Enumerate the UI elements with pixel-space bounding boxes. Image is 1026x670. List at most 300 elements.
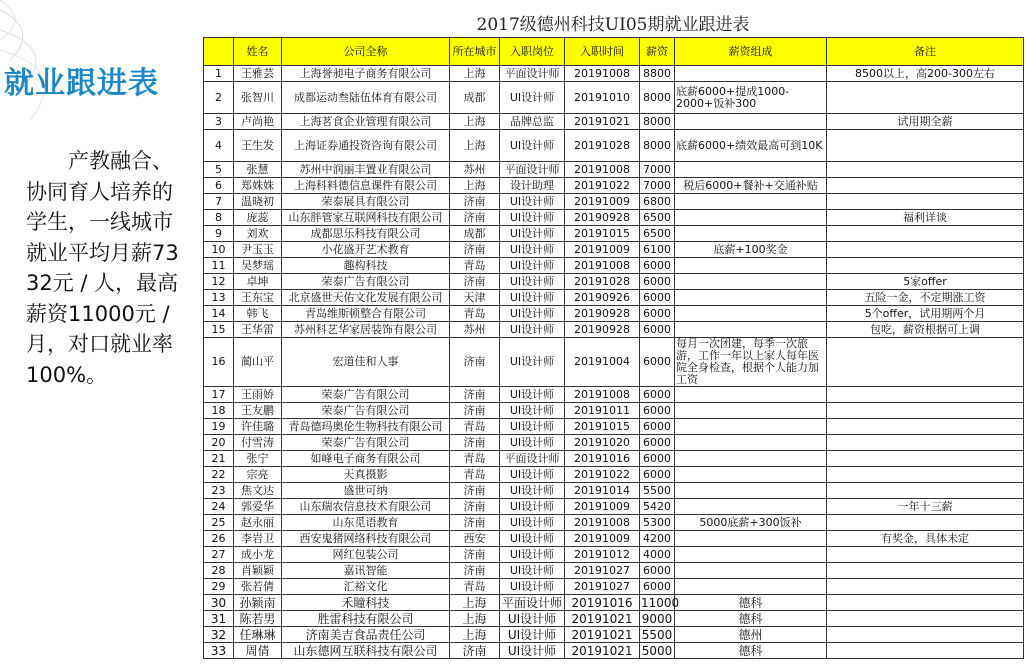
table-cell (827, 435, 1024, 451)
table-cell (675, 403, 827, 419)
table-cell: 济南 (450, 515, 500, 531)
table-cell: 苏州 (450, 322, 500, 338)
table-cell: 4 (204, 130, 234, 162)
table-cell: UI设计师 (500, 242, 565, 258)
table-cell: 10 (204, 242, 234, 258)
table-cell: 6000 (640, 467, 675, 483)
table-cell: 尹玉玉 (234, 242, 282, 258)
table-cell: 青岛 (450, 467, 500, 483)
table-cell: 品牌总监 (500, 114, 565, 130)
table-cell: 盛世可纳 (282, 483, 450, 499)
table-row (204, 290, 1024, 306)
table-cell (675, 274, 827, 290)
table-cell: 济南 (450, 483, 500, 499)
table-cell: 有奖金，具体未定 (827, 531, 1024, 547)
table-row (204, 387, 1024, 403)
table-cell (827, 130, 1024, 162)
table-cell: 济南 (450, 499, 500, 515)
table-cell: 20190926 (565, 290, 640, 306)
table-cell: 成都 (450, 226, 500, 242)
table-cell: 小花盛开艺术教育 (282, 242, 450, 258)
table-cell: 7000 (640, 178, 675, 194)
table-cell: 青岛 (450, 579, 500, 595)
table-cell: 许佳璐 (234, 419, 282, 435)
table-cell: 王友鹏 (234, 403, 282, 419)
table-cell: 郑姝姝 (234, 178, 282, 194)
table-cell: 济南 (450, 274, 500, 290)
table-cell: UI设计师 (500, 338, 565, 387)
header-cell: 所在城市 (450, 38, 500, 66)
table-cell: 17 (204, 387, 234, 403)
table-cell (827, 82, 1024, 114)
table-cell (675, 290, 827, 306)
table-cell: UI设计师 (500, 419, 565, 435)
table-cell (675, 531, 827, 547)
table-cell: 济南 (450, 563, 500, 579)
table-cell: UI设计师 (500, 627, 565, 643)
table-cell: 成都 (450, 82, 500, 114)
table-cell: UI设计师 (500, 531, 565, 547)
table-cell (827, 194, 1024, 210)
table-cell: 20190928 (565, 210, 640, 226)
table-cell: 20191008 (565, 66, 640, 82)
table-cell: 王雨娇 (234, 387, 282, 403)
table-row (204, 451, 1024, 467)
table-cell: 20191021 (565, 611, 640, 627)
table-cell: 8000 (640, 114, 675, 130)
table-cell: 荣泰展具有限公司 (282, 194, 450, 210)
table-cell (827, 451, 1024, 467)
table-cell: 11 (204, 258, 234, 274)
table-cell: 6000 (640, 403, 675, 419)
table-cell: 20191027 (565, 579, 640, 595)
table-cell: 20191009 (565, 242, 640, 258)
table-cell (675, 419, 827, 435)
table-cell: 23 (204, 483, 234, 499)
table-cell: 5个offer，试用期两个月 (827, 306, 1024, 322)
table-cell: 平面设计师 (500, 66, 565, 82)
header-cell: 薪资 (640, 38, 675, 66)
table-cell: 平面设计师 (500, 451, 565, 467)
table-cell: 平面设计师 (500, 162, 565, 178)
table-cell: 18 (204, 403, 234, 419)
table-cell: 20191009 (565, 194, 640, 210)
table-cell (827, 258, 1024, 274)
table-cell: 2 (204, 82, 234, 114)
table-cell: 济南 (450, 547, 500, 563)
table-cell: 设计助理 (500, 178, 565, 194)
table-cell (827, 547, 1024, 563)
table-cell: 1 (204, 66, 234, 82)
table-row (204, 515, 1024, 531)
table-cell: 20191016 (565, 451, 640, 467)
table-cell: 8500以上，高200-300左右 (827, 66, 1024, 82)
table-cell: 上海 (450, 66, 500, 82)
table-cell: 张若倩 (234, 579, 282, 595)
table-cell (675, 322, 827, 338)
table-cell: 22 (204, 467, 234, 483)
header-cell: 备注 (827, 38, 1024, 66)
table-cell: 20191021 (565, 114, 640, 130)
table-cell (675, 547, 827, 563)
table-row (204, 226, 1024, 242)
table-cell: 每月一次团建，每季一次旅游，工作一年以上家人每年医院全身检查，根据个人能力加工资 (675, 338, 827, 387)
table-row (204, 258, 1024, 274)
table-cell: 5 (204, 162, 234, 178)
table-cell: 温晓初 (234, 194, 282, 210)
table-cell (827, 611, 1024, 627)
table-cell: 底薪6000+绩效最高可到10K (675, 130, 827, 162)
table-cell: 20191022 (565, 467, 640, 483)
table-row (204, 627, 1024, 643)
table-cell: UI设计师 (500, 547, 565, 563)
table-cell: 济南 (450, 403, 500, 419)
table-cell: 包吃，薪资根据可上调 (827, 322, 1024, 338)
table-cell: 20191009 (565, 499, 640, 515)
table-row (204, 242, 1024, 258)
table-cell (827, 338, 1024, 387)
table-cell: 成都运动叁陆伍体育有限公司 (282, 82, 450, 114)
table-cell (675, 66, 827, 82)
table-cell: 成小龙 (234, 547, 282, 563)
table-cell: 王生发 (234, 130, 282, 162)
table-row (204, 82, 1024, 114)
table-cell: 上海 (450, 611, 500, 627)
table-cell: UI设计师 (500, 643, 565, 659)
table-cell: 5500 (640, 483, 675, 499)
table-cell: 32 (204, 627, 234, 643)
table-cell: 20191022 (565, 178, 640, 194)
table-cell: 刘欢 (234, 226, 282, 242)
table-cell: 6100 (640, 242, 675, 258)
table-cell: 6500 (640, 226, 675, 242)
table-cell: 庞蕊 (234, 210, 282, 226)
table-cell: 德科 (675, 611, 827, 627)
table-cell: 9 (204, 226, 234, 242)
table-cell: 20191008 (565, 515, 640, 531)
table-cell: 青岛 (450, 258, 500, 274)
table-cell: 税后6000+餐补+交通补贴 (675, 178, 827, 194)
table-cell: 7000 (640, 162, 675, 178)
table-cell (675, 563, 827, 579)
table-cell: 5300 (640, 515, 675, 531)
table-cell: 北京盛世天佑文化发展有限公司 (282, 290, 450, 306)
table-cell: 肖颖颖 (234, 563, 282, 579)
table-cell (827, 403, 1024, 419)
table-row (204, 210, 1024, 226)
table-cell (827, 162, 1024, 178)
table-cell (675, 467, 827, 483)
table-cell: 山东德网互联科技有限公司 (282, 643, 450, 659)
table-cell: 青岛德玛奥伦生物科技有限公司 (282, 419, 450, 435)
table-cell: UI设计师 (500, 499, 565, 515)
table-cell: 20191021 (565, 627, 640, 643)
table-cell: 6000 (640, 322, 675, 338)
table-cell: 德州 (675, 627, 827, 643)
table-cell: 济南 (450, 242, 500, 258)
table-row (204, 403, 1024, 419)
header-cell: 薪资组成 (675, 38, 827, 66)
table-cell: 一年十三薪 (827, 499, 1024, 515)
table-cell: 上海 (450, 178, 500, 194)
table-cell: 平面设计师 (500, 595, 565, 611)
table-cell: 24 (204, 499, 234, 515)
table-cell: 郭爱华 (234, 499, 282, 515)
table-cell: 嘉讯智能 (282, 563, 450, 579)
table-cell: 赵永丽 (234, 515, 282, 531)
table-row (204, 306, 1024, 322)
table-cell (827, 643, 1024, 659)
table-cell: 5500 (640, 627, 675, 643)
table-cell: 试用期全薪 (827, 114, 1024, 130)
table-cell: 20191012 (565, 547, 640, 563)
table-cell: 5000 (640, 643, 675, 659)
table-cell: 20191008 (565, 387, 640, 403)
table-cell: 20191028 (565, 130, 640, 162)
table-cell (675, 162, 827, 178)
table-cell: 15 (204, 322, 234, 338)
summary-text: 产教融合、协同育人培养的学生，一线城市就业平均月薪7332元 / 人，最高薪资11000元 / 月，对口就业率100%。 (26, 149, 179, 387)
table-cell: 20191009 (565, 531, 640, 547)
table-cell: UI设计师 (500, 306, 565, 322)
sheet-title: 2017级德州科技UI05期就业跟进表 (476, 15, 750, 35)
table-cell (827, 595, 1024, 611)
table-cell: 荣泰广告有限公司 (282, 387, 450, 403)
table-cell: 济南 (450, 643, 500, 659)
table-cell: 6000 (640, 290, 675, 306)
table-cell: 张智川 (234, 82, 282, 114)
table-cell (675, 387, 827, 403)
table-cell: 20191028 (565, 274, 640, 290)
table-cell: 如峰电子商务有限公司 (282, 451, 450, 467)
table-cell: 张慧 (234, 162, 282, 178)
table-cell: 吴梦瑶 (234, 258, 282, 274)
table-cell: 6000 (640, 579, 675, 595)
table-cell (675, 483, 827, 499)
table-cell: 6000 (640, 258, 675, 274)
table-cell: 禾瞳科技 (282, 595, 450, 611)
table-cell: 20191027 (565, 563, 640, 579)
table-row (204, 338, 1024, 387)
table-cell: 16 (204, 338, 234, 387)
table-cell: 宗亮 (234, 467, 282, 483)
table-cell: UI设计师 (500, 130, 565, 162)
table-cell: 王华雷 (234, 322, 282, 338)
table-cell: 山东觅语教育 (282, 515, 450, 531)
table-row (204, 114, 1024, 130)
table-cell (675, 451, 827, 467)
table-cell: UI设计师 (500, 515, 565, 531)
table-cell: 上海 (450, 595, 500, 611)
table-cell: 上海 (450, 627, 500, 643)
table-cell: 焦文达 (234, 483, 282, 499)
table-cell: UI设计师 (500, 290, 565, 306)
table-cell: 8000 (640, 130, 675, 162)
table-cell: 20190928 (565, 322, 640, 338)
table-cell: UI设计师 (500, 467, 565, 483)
table-cell: 8800 (640, 66, 675, 82)
table-cell: UI设计师 (500, 210, 565, 226)
table-cell: 4200 (640, 531, 675, 547)
table-cell: 20191011 (565, 403, 640, 419)
table-cell: 济南 (450, 338, 500, 387)
table-cell: 6000 (640, 451, 675, 467)
table-cell: 五险一金，不定期涨工资 (827, 290, 1024, 306)
table-cell: 6000 (640, 419, 675, 435)
table-cell (675, 258, 827, 274)
table-cell: 苏州中润丽丰置业有限公司 (282, 162, 450, 178)
table-cell: 济南 (450, 194, 500, 210)
table-cell: UI设计师 (500, 82, 565, 114)
table-row (204, 178, 1024, 194)
table-cell: 苏州科艺华家居装饰有限公司 (282, 322, 450, 338)
table-cell: 上海科料德信息课件有限公司 (282, 178, 450, 194)
table-cell: 山东胖管家互联网科技有限公司 (282, 210, 450, 226)
table-cell: 德科 (675, 643, 827, 659)
table-cell: 上海誉昶电子商务有限公司 (282, 66, 450, 82)
table-cell (675, 499, 827, 515)
table-cell: 李岩卫 (234, 531, 282, 547)
table-cell: 4000 (640, 547, 675, 563)
table-row (204, 563, 1024, 579)
table-cell: 6000 (640, 563, 675, 579)
table-cell (675, 435, 827, 451)
table-row (204, 595, 1024, 611)
table-cell: 青岛 (450, 451, 500, 467)
table-cell: UI设计师 (500, 483, 565, 499)
table-cell: UI设计师 (500, 387, 565, 403)
header-cell: 公司全称 (282, 38, 450, 66)
table-row (204, 579, 1024, 595)
table-cell: 6800 (640, 194, 675, 210)
table-cell: 卢尚艳 (234, 114, 282, 130)
table-cell: UI设计师 (500, 611, 565, 627)
table-cell: 20191015 (565, 419, 640, 435)
table-cell: 西安鬼猪网络科技有限公司 (282, 531, 450, 547)
table-cell: 20191014 (565, 483, 640, 499)
table-cell: 11000 (641, 595, 680, 610)
table-cell (675, 114, 827, 130)
table-cell: UI设计师 (500, 274, 565, 290)
table-cell: 宏道佳和人事 (282, 338, 450, 387)
table-cell: 14 (204, 306, 234, 322)
table-cell: 济南 (450, 435, 500, 451)
table-cell (827, 579, 1024, 595)
table-row (204, 499, 1024, 515)
table-cell: 20191020 (565, 435, 640, 451)
table-cell: 德科 (675, 595, 827, 611)
table-cell: 20191016 (565, 595, 640, 611)
table-cell: 汇裕文化 (282, 579, 450, 595)
table-header-row (204, 38, 1024, 66)
table-cell: 山东瑞农信息技术有限公司 (282, 499, 450, 515)
table-cell: UI设计师 (500, 579, 565, 595)
table-cell: 周倩 (234, 643, 282, 659)
table-cell (675, 210, 827, 226)
table-cell: 21 (204, 451, 234, 467)
table-cell: UI设计师 (500, 258, 565, 274)
table-cell: 20191004 (565, 338, 640, 387)
table-cell: 天津 (450, 290, 500, 306)
table-cell: 6 (204, 178, 234, 194)
table-cell: 5420 (640, 499, 675, 515)
table-cell: 天真摄影 (282, 467, 450, 483)
table-cell: 31 (204, 611, 234, 627)
table-cell: 20191010 (565, 82, 640, 114)
header-cell: 入职岗位 (500, 38, 565, 66)
table-cell: 25 (204, 515, 234, 531)
table-cell: 底薪+100奖金 (675, 242, 827, 258)
table-cell: 28 (204, 563, 234, 579)
header-cell (204, 38, 234, 66)
table-row (204, 611, 1024, 627)
table-cell: 20191008 (565, 258, 640, 274)
table-cell: 5000底薪+300饭补 (675, 515, 827, 531)
table-cell: 上海证券通投资咨询有限公司 (282, 130, 450, 162)
table-cell: 6000 (640, 306, 675, 322)
table-row (204, 274, 1024, 290)
table-cell: UI设计师 (500, 226, 565, 242)
header-cell: 入职时间 (565, 38, 640, 66)
table-cell: 6000 (640, 274, 675, 290)
table-cell (827, 178, 1024, 194)
table-cell (675, 306, 827, 322)
table-cell (675, 579, 827, 595)
page-title: 就业跟进表 (4, 66, 159, 101)
table-cell: 济南 (450, 387, 500, 403)
table-cell (827, 483, 1024, 499)
table-cell: 上海 (450, 130, 500, 162)
table-cell: 20191015 (565, 226, 640, 242)
employment-sheet (203, 4, 1023, 670)
table-cell: 20190928 (565, 306, 640, 322)
table-cell (827, 515, 1024, 531)
table-row (204, 547, 1024, 563)
table-cell: 29 (204, 579, 234, 595)
table-cell: 上海 (450, 114, 500, 130)
table-cell: 30 (204, 595, 234, 611)
table-cell: 33 (204, 643, 234, 659)
table-cell: 王东宝 (234, 290, 282, 306)
header-cell: 姓名 (234, 38, 282, 66)
table-cell: UI设计师 (500, 322, 565, 338)
table-cell: 卓坤 (234, 274, 282, 290)
table-cell: 张宁 (234, 451, 282, 467)
table-cell: 网红包装公司 (282, 547, 450, 563)
table-row (204, 483, 1024, 499)
table-cell: 8 (204, 210, 234, 226)
table-row (204, 531, 1024, 547)
table-cell: 荣泰广告有限公司 (282, 274, 450, 290)
table-cell (827, 563, 1024, 579)
table-cell: 底薪6000+提成1000-2000+饭补300 (675, 82, 827, 114)
table-cell: 20191021 (565, 643, 640, 659)
table-cell: 上海茗食企业管理有限公司 (282, 114, 450, 130)
table-cell: 孙颖南 (234, 595, 282, 611)
table-cell (827, 387, 1024, 403)
table-row (204, 130, 1024, 162)
table-cell: 9000 (640, 611, 675, 627)
table-cell (675, 226, 827, 242)
table-row (204, 66, 1024, 82)
table-cell: UI设计师 (500, 194, 565, 210)
table-cell: 荣泰广告有限公司 (282, 435, 450, 451)
table-cell: 青岛 (450, 419, 500, 435)
table-cell: 荣泰广告有限公司 (282, 403, 450, 419)
table-row (204, 467, 1024, 483)
table-row (204, 162, 1024, 178)
table-cell: 8000 (640, 82, 675, 114)
